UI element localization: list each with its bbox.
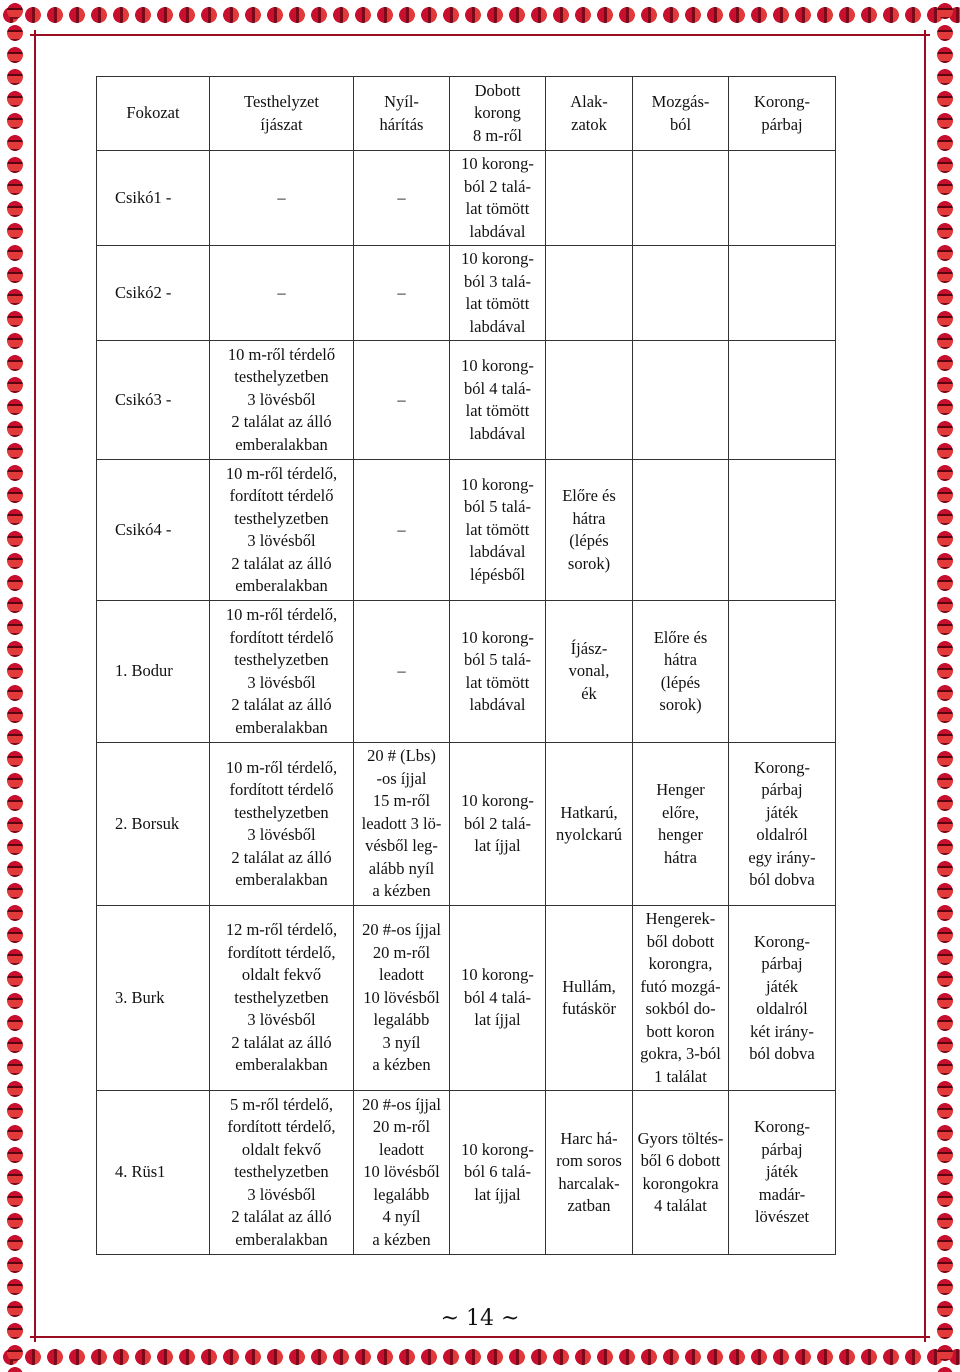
parbaj-cell: Korong- párbaj játék oldalról egy irány- ból dobva xyxy=(729,743,836,906)
nyilharitas-cell: 20 #-os íjjal 20 m-ről leadott 10 lövésből legalább 3 nyíl a kézben xyxy=(354,906,450,1091)
mozgas-cell: Gyors töltés- ből 6 dobott korongokra 4 találat xyxy=(633,1091,729,1255)
page-number: ~ 14 ~ xyxy=(440,1306,520,1331)
dobott-cell: 10 korong- ból 2 talá- lat tömött labdával xyxy=(450,151,546,246)
header-row xyxy=(97,77,836,151)
border-line-left xyxy=(34,30,36,1342)
border-line-top xyxy=(30,34,930,36)
mozgas-cell: Előre és hátra (lépés sorok) xyxy=(633,601,729,743)
rank-cell: 2. Borsuk xyxy=(97,743,210,906)
nyilharitas-cell: – xyxy=(354,246,450,341)
header-dobott-korong: Dobott korong 8 m-ről xyxy=(450,77,546,151)
rank-cell: Csikó3 - xyxy=(97,341,210,460)
alakzat-cell xyxy=(546,151,633,246)
header-alakzatok: Alak- zatok xyxy=(546,77,633,151)
alakzat-cell: Hatkarú, nyolckarú xyxy=(546,743,633,906)
border-bottom xyxy=(0,1342,960,1372)
nyilharitas-cell: – xyxy=(354,151,450,246)
mozgas-cell: Henger előre, henger hátra xyxy=(633,743,729,906)
header-korongparbaj: Korong- párbaj xyxy=(729,77,836,151)
rank-cell: 1. Bodur xyxy=(97,601,210,743)
testhelyzet-cell: 10 m-ről térdelő, fordított térdelő testhelyzetben 3 lövésből 2 találat az álló emberalakban xyxy=(210,743,354,906)
table-row xyxy=(97,246,836,341)
table-row xyxy=(97,906,836,1091)
nyilharitas-cell: 20 #-os íjjal 20 m-ről leadott 10 lövésből legalább 4 nyíl a kézben xyxy=(354,1091,450,1255)
table-row xyxy=(97,341,836,460)
parbaj-cell: Korong- párbaj játék oldalról két irány- ból dobva xyxy=(729,906,836,1091)
parbaj-cell xyxy=(729,601,836,743)
table-row xyxy=(97,460,836,601)
border-line-right xyxy=(924,30,926,1342)
dobott-cell: 10 korong- ból 6 talá- lat íjjal xyxy=(450,1091,546,1255)
header-fokozat: Fokozat xyxy=(97,77,210,151)
testhelyzet-cell: 5 m-ről térdelő, fordított térdelő, oldalt fekvő testhelyzetben 3 lövésből 2 találat az álló emberalakban xyxy=(210,1091,354,1255)
header-testhelyzet: Testhelyzet íjászat xyxy=(210,77,354,151)
header-mozgasbol: Mozgás- ból xyxy=(633,77,729,151)
mozgas-cell: Hengerek- ből dobott korongra, futó mozgá- sokból do- bott koron gokra, 3-ból 1 találat xyxy=(633,906,729,1091)
dobott-cell: 10 korong- ból 4 talá- lat tömött labdával xyxy=(450,341,546,460)
dobott-cell: 10 korong- ból 4 talá- lat íjjal xyxy=(450,906,546,1091)
dobott-cell: 10 korong- ból 2 talá- lat íjjal xyxy=(450,743,546,906)
alakzat-cell: Hullám, futáskör xyxy=(546,906,633,1091)
parbaj-cell: Korong- párbaj játék madár- lövészet xyxy=(729,1091,836,1255)
table-row xyxy=(97,1091,836,1255)
alakzat-cell: Harc há- rom soros harcalak- zatban xyxy=(546,1091,633,1255)
nyilharitas-cell: – xyxy=(354,460,450,601)
border-left xyxy=(0,0,30,1372)
testhelyzet-cell: – xyxy=(210,151,354,246)
border-top xyxy=(0,0,960,30)
mozgas-cell xyxy=(633,151,729,246)
rank-cell: Csikó2 - xyxy=(97,246,210,341)
alakzat-cell: Előre és hátra (lépés sorok) xyxy=(546,460,633,601)
testhelyzet-cell: 10 m-ről térdelő, fordított térdelő testhelyzetben 3 lövésből 2 találat az álló emberalakban xyxy=(210,601,354,743)
parbaj-cell xyxy=(729,460,836,601)
border-line-bottom xyxy=(30,1336,930,1338)
testhelyzet-cell: 12 m-ről térdelő, fordított térdelő, oldalt fekvő testhelyzetben 3 lövésből 2 találat az álló emberalakban xyxy=(210,906,354,1091)
rank-cell: 3. Burk xyxy=(97,906,210,1091)
table-row xyxy=(97,601,836,743)
dobott-cell: 10 korong- ból 5 talá- lat tömött labdával lépésből xyxy=(450,460,546,601)
rank-requirements-table xyxy=(96,76,836,1255)
nyilharitas-cell: – xyxy=(354,601,450,743)
table-row xyxy=(97,151,836,246)
testhelyzet-cell: 10 m-ről térdelő testhelyzetben 3 lövésből 2 találat az álló emberalakban xyxy=(210,341,354,460)
alakzat-cell xyxy=(546,246,633,341)
alakzat-cell xyxy=(546,341,633,460)
testhelyzet-cell: – xyxy=(210,246,354,341)
nyilharitas-cell: 20 # (Lbs) -os íjjal 15 m-ről leadott 3 lö- vésből leg- alább nyíl a kézben xyxy=(354,743,450,906)
rank-cell: 4. Rüs1 xyxy=(97,1091,210,1255)
parbaj-cell xyxy=(729,341,836,460)
dobott-cell: 10 korong- ból 5 talá- lat tömött labdával xyxy=(450,601,546,743)
alakzat-cell: Íjász- vonal, ék xyxy=(546,601,633,743)
header-nyilharitas: Nyíl- hárítás xyxy=(354,77,450,151)
mozgas-cell xyxy=(633,460,729,601)
table-row xyxy=(97,743,836,906)
rank-cell: Csikó4 - xyxy=(97,460,210,601)
border-right xyxy=(930,0,960,1372)
testhelyzet-cell: 10 m-ről térdelő, fordított térdelő testhelyzetben 3 lövésből 2 találat az álló emberalakban xyxy=(210,460,354,601)
mozgas-cell xyxy=(633,246,729,341)
parbaj-cell xyxy=(729,151,836,246)
mozgas-cell xyxy=(633,341,729,460)
parbaj-cell xyxy=(729,246,836,341)
nyilharitas-cell: – xyxy=(354,341,450,460)
dobott-cell: 10 korong- ból 3 talá- lat tömött labdával xyxy=(450,246,546,341)
rank-cell: Csikó1 - xyxy=(97,151,210,246)
